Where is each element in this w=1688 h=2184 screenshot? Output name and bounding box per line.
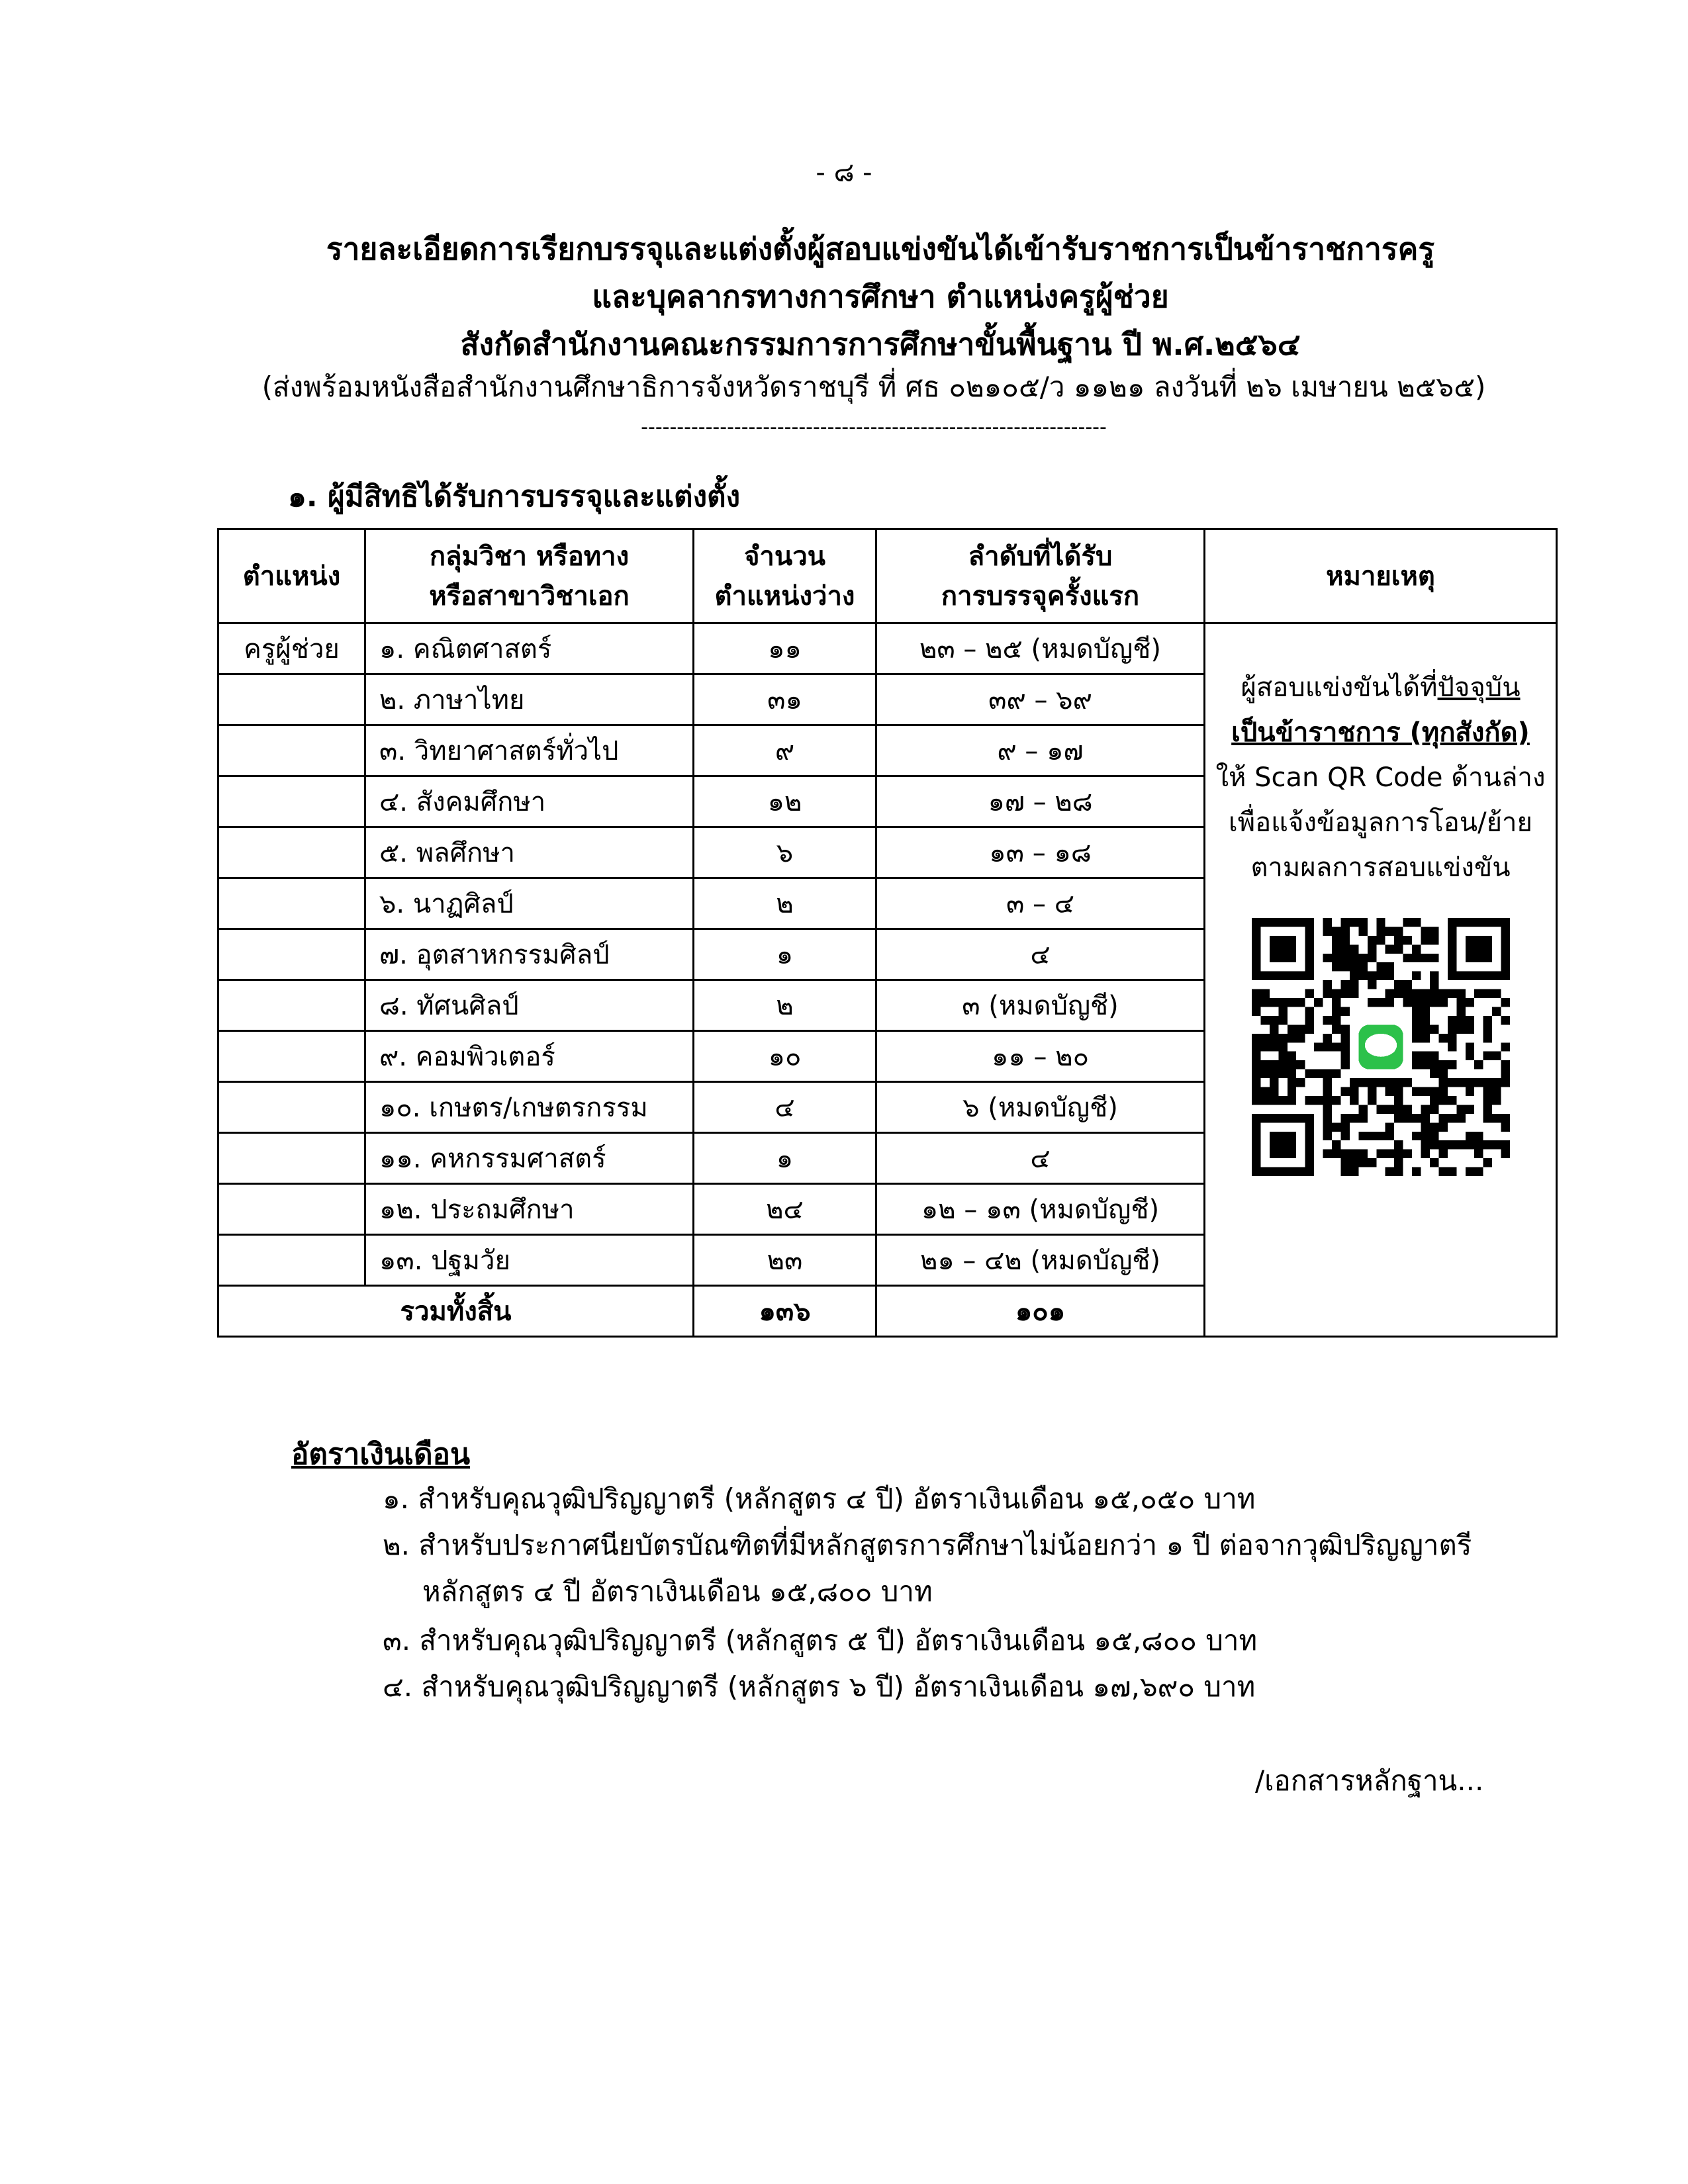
- position-cell-empty: [218, 929, 365, 980]
- count-cell: ๑๐: [694, 1031, 876, 1082]
- line-qr-code-icon[interactable]: [1252, 918, 1510, 1176]
- subject-cell: ๓. วิทยาศาสตร์ทั่วไป: [365, 725, 694, 776]
- position-cell-empty: [218, 980, 365, 1031]
- order-cell: ๑๓ – ๑๘: [876, 827, 1205, 878]
- order-cell: ๒๓ – ๒๕ (หมดบัญชี): [876, 623, 1205, 674]
- position-cell-empty: [218, 1235, 365, 1286]
- total-order: ๑๐๑: [876, 1286, 1205, 1337]
- subject-cell: ๒. ภาษาไทย: [365, 674, 694, 725]
- position-cell-empty: [218, 776, 365, 827]
- salary-item-3: ๓. สำหรับคุณวุฒิปริญญาตรี (หลักสูตร ๕ ปี) อัตราเงินเดือน ๑๕,๘๐๐ บาท: [383, 1624, 1258, 1657]
- document-reference-line: (ส่งพร้อมหนังสือสำนักงานศึกษาธิการจังหวัดราชบุรี ที่ ศธ ๐๒๑๐๕/ว ๑๑๒๑ ลงวันที่ ๒๖ เมษายน ๒๕๖๕): [261, 371, 1486, 403]
- position-cell-empty: [218, 1133, 365, 1184]
- salary-item-4: ๔. สำหรับคุณวุฒิปริญญาตรี (หลักสูตร ๖ ปี) อัตราเงินเดือน ๑๗,๖๙๐ บาท: [383, 1670, 1256, 1703]
- order-cell: ๑๑ – ๒๐: [876, 1031, 1205, 1082]
- order-cell: ๔: [876, 1133, 1205, 1184]
- header-position: ตำแหน่ง: [218, 529, 365, 623]
- count-cell: ๒๓: [694, 1235, 876, 1286]
- document-title-line-3: สังกัดสำนักงานคณะกรรมการการศึกษาขั้นพื้นฐาน ปี พ.ศ.๒๕๖๔: [460, 326, 1301, 362]
- remarks-cell: [1205, 623, 1557, 1337]
- count-cell: ๒๔: [694, 1184, 876, 1235]
- table-header-row: [218, 529, 1557, 623]
- order-cell: ๒๑ – ๔๒ (หมดบัญชี): [876, 1235, 1205, 1286]
- subject-cell: ๑๓. ปฐมวัย: [365, 1235, 694, 1286]
- subject-cell: ๘. ทัศนศิลป์: [365, 980, 694, 1031]
- salary-item-2-continued: หลักสูตร ๔ ปี อัตราเงินเดือน ๑๕,๘๐๐ บาท: [422, 1575, 933, 1608]
- order-cell: ๙ – ๑๗: [876, 725, 1205, 776]
- total-label: รวมทั้งสิ้น: [218, 1286, 694, 1337]
- count-cell: ๑: [694, 929, 876, 980]
- salary-heading: อัตราเงินเดือน: [291, 1437, 471, 1471]
- header-count: จำนวน ตำแหน่งว่าง: [694, 529, 876, 623]
- order-cell: ๔: [876, 929, 1205, 980]
- subject-cell: ๑๑. คหกรรมศาสตร์: [365, 1133, 694, 1184]
- count-cell: ๒: [694, 980, 876, 1031]
- count-cell: ๙: [694, 725, 876, 776]
- order-cell: ๑๒ – ๑๓ (หมดบัญชี): [876, 1184, 1205, 1235]
- appointment-table: [217, 528, 1558, 1338]
- subject-cell: ๖. นาฏศิลป์: [365, 878, 694, 929]
- table-row: [218, 623, 1557, 674]
- subject-cell: ๗. อุตสาหกรรมศิลป์: [365, 929, 694, 980]
- remarks-line-5: ตามผลการสอบแข่งขัน: [1250, 852, 1511, 883]
- order-cell: ๓ – ๔: [876, 878, 1205, 929]
- header-subject: กลุ่มวิชา หรือทาง หรือสาขาวิชาเอก: [365, 529, 694, 623]
- remarks-line-1: ผู้สอบแข่งขันได้ที่ปัจจุบัน: [1241, 672, 1521, 703]
- position-cell-empty: [218, 878, 365, 929]
- count-cell: ๔: [694, 1082, 876, 1133]
- position-cell-empty: [218, 1031, 365, 1082]
- remarks-line-4: เพื่อแจ้งข้อมูลการโอน/ย้าย: [1229, 807, 1532, 838]
- subject-cell: ๙. คอมพิวเตอร์: [365, 1031, 694, 1082]
- position-cell-empty: [218, 674, 365, 725]
- position-cell-empty: [218, 827, 365, 878]
- remarks-line-2: เป็นข้าราชการ (ทุกสังกัด): [1231, 717, 1530, 748]
- subject-cell: ๑๒. ประถมศึกษา: [365, 1184, 694, 1235]
- position-cell-empty: [218, 1082, 365, 1133]
- order-cell: ๓ (หมดบัญชี): [876, 980, 1205, 1031]
- count-cell: ๑๒: [694, 776, 876, 827]
- order-cell: ๑๗ – ๒๘: [876, 776, 1205, 827]
- order-cell: ๓๙ – ๖๙: [876, 674, 1205, 725]
- section-heading: ๑. ผู้มีสิทธิได้รับการบรรจุและแต่งตั้ง: [288, 480, 741, 514]
- remarks-line-3: ให้ Scan QR Code ด้านล่าง: [1215, 762, 1546, 793]
- subject-cell: ๑๐. เกษตร/เกษตรกรรม: [365, 1082, 694, 1133]
- document-title-line-2: และบุคลากรทางการศึกษา ตำแหน่งครูผู้ช่วย: [592, 279, 1169, 314]
- continuation-note: /เอกสารหลักฐาน...: [1255, 1764, 1484, 1797]
- subject-cell: ๑. คณิตศาสตร์: [365, 623, 694, 674]
- count-cell: ๒: [694, 878, 876, 929]
- count-cell: ๓๑: [694, 674, 876, 725]
- page-number: - ๘ -: [816, 158, 872, 188]
- position-cell-empty: [218, 1184, 365, 1235]
- header-remarks: หมายเหตุ: [1205, 529, 1557, 623]
- salary-item-2: ๒. สำหรับประกาศนียบัตรบัณฑิตที่มีหลักสูตรการศึกษาไม่น้อยกว่า ๑ ปี ต่อจากวุฒิปริญญาตรี: [383, 1529, 1472, 1561]
- count-cell: ๑๑: [694, 623, 876, 674]
- count-cell: ๑: [694, 1133, 876, 1184]
- salary-item-1: ๑. สำหรับคุณวุฒิปริญญาตรี (หลักสูตร ๔ ปี) อัตราเงินเดือน ๑๕,๐๕๐ บาท: [383, 1482, 1256, 1515]
- document-title-line-1: รายละเอียดการเรียกบรรจุและแต่งตั้งผู้สอบแข่งขันได้เข้ารับราชการเป็นข้าราชการครู: [326, 231, 1435, 267]
- header-order: ลำดับที่ได้รับ การบรรจุครั้งแรก: [876, 529, 1205, 623]
- separator-line: -----------------------------------------------------------------: [641, 416, 1107, 439]
- subject-cell: ๔. สังคมศึกษา: [365, 776, 694, 827]
- position-cell-empty: [218, 725, 365, 776]
- subject-cell: ๕. พลศึกษา: [365, 827, 694, 878]
- total-count: ๑๓๖: [694, 1286, 876, 1337]
- position-cell: ครูผู้ช่วย: [218, 623, 365, 674]
- count-cell: ๖: [694, 827, 876, 878]
- order-cell: ๖ (หมดบัญชี): [876, 1082, 1205, 1133]
